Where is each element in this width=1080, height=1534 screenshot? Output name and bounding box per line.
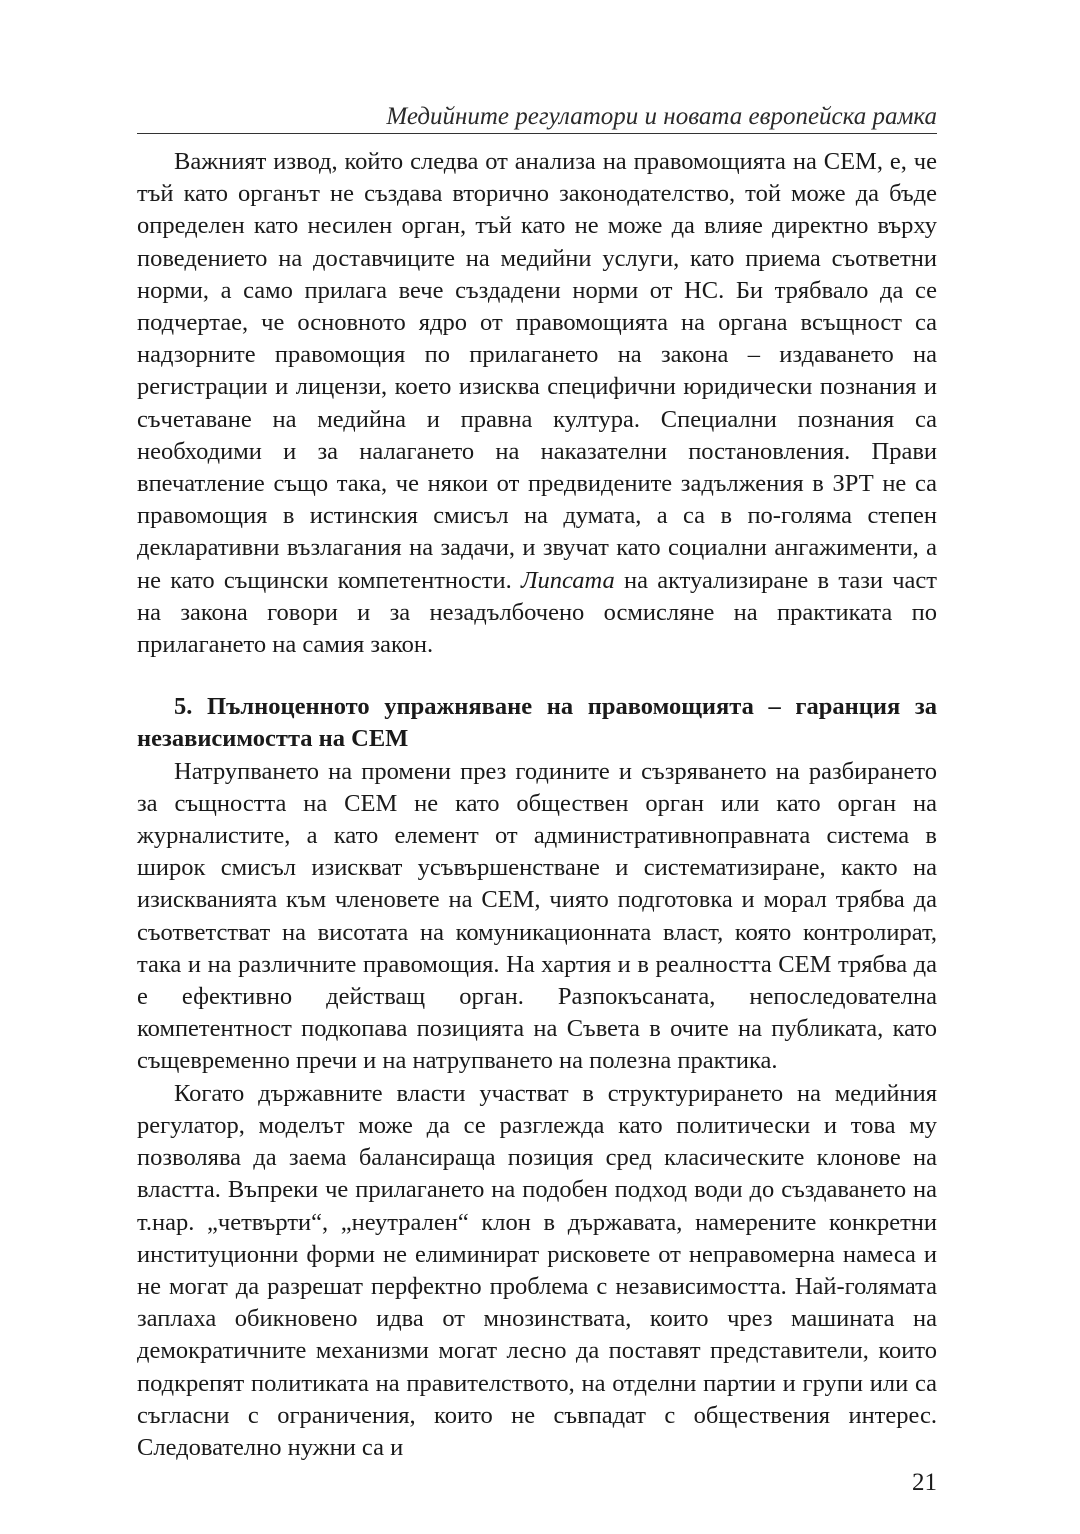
paragraph-3: Когато държавните власти участват в структурирането на медийния регулатор, моделът може да се разглежда като политически и това му позволява да заема балансираща позиция сред класическите клонове на властта. Въпреки че прилагането на подобен подход води до създаването на т.нар. „четвърти“, „неутрален“ клон в държавата, намерените конкретни институционни форми не елиминират рисковете от неправомерна намеса и не могат да разрешат перфектно проблема с независимостта. Най-голямата заплаха обикновено идва от мнозинствата, които чрез машината на демократичните механизми могат лесно да поставят представители, които подкрепят политиката на правителството, на отделни партии и групи или са съгласни с ограничения, които не съвпадат с обществения интерес. Следователно нужни са и [137,1079,937,1461]
paragraph-1-italic-word: Липсата [520,566,615,594]
page-number: 21 [912,1469,937,1496]
paragraph-1-tail: на актуализиране в тази част на закона говори и за незадълбочено осмисляне на практиката по прилагането на самия закон. [137,566,937,659]
paragraph-1-text: Важният извод, който следва от анализа на правомощията на СЕМ, е, че тъй като органът не създава вторично законодателство, той може да бъде определен като несилен орган, тъй като не може да влияе директно върху поведението на доставчиците на медийни услуги, като приема съответни норми, а само прилага вече създадени норми от НС. Би трябвало да се подчертае, че основното ядро от правомощията на органа всъщност са надзорните правомощия по прилагането на закона – издаването на регистрации и лицензи, което изисква специфични юридически познания и съчетаване на медийна и правна култура. Специални познания са необходими и за налагането на наказателни постановления. Прави впечатление също така, че някои от предвидените задължения в ЗРТ не са правомощия в истинския смисъл на думата, а са в по-голяма степен декларативни възлагания на задачи, и звучат като социални ангажименти, а не като същински компетентности. [137,148,937,594]
running-head: Медийните регулатори и новата европейска рамка [386,103,937,130]
header-rule [137,133,937,134]
paragraph-2: Натрупването на промени през годините и съзряването на разбирането за същността на СЕМ не като обществен орган или като орган на журналистите, а като елемент от административноправната система в широк смисъл изискват усъвършенстване и систематизиране, както на изискванията към членовете на СЕМ, чиято подготовка и морал трябва да съответстват на висотата на комуникационната власт, която контролират, така и на различните правомощия. На хартия и в реалността СЕМ трябва да е ефективно действащ орган. Разпокъсаната, непоследователна компетентност подкопава позицията на Съвета в очите на публиката, като същевременно пречи и на натрупването на полезна практика. [137,757,937,1075]
section-heading: 5. Пълноценното упражняване на правомощията – гаранция за независимостта на СЕМ [137,693,937,753]
paragraph-1 [137,146,937,661]
page-body [137,146,937,1464]
